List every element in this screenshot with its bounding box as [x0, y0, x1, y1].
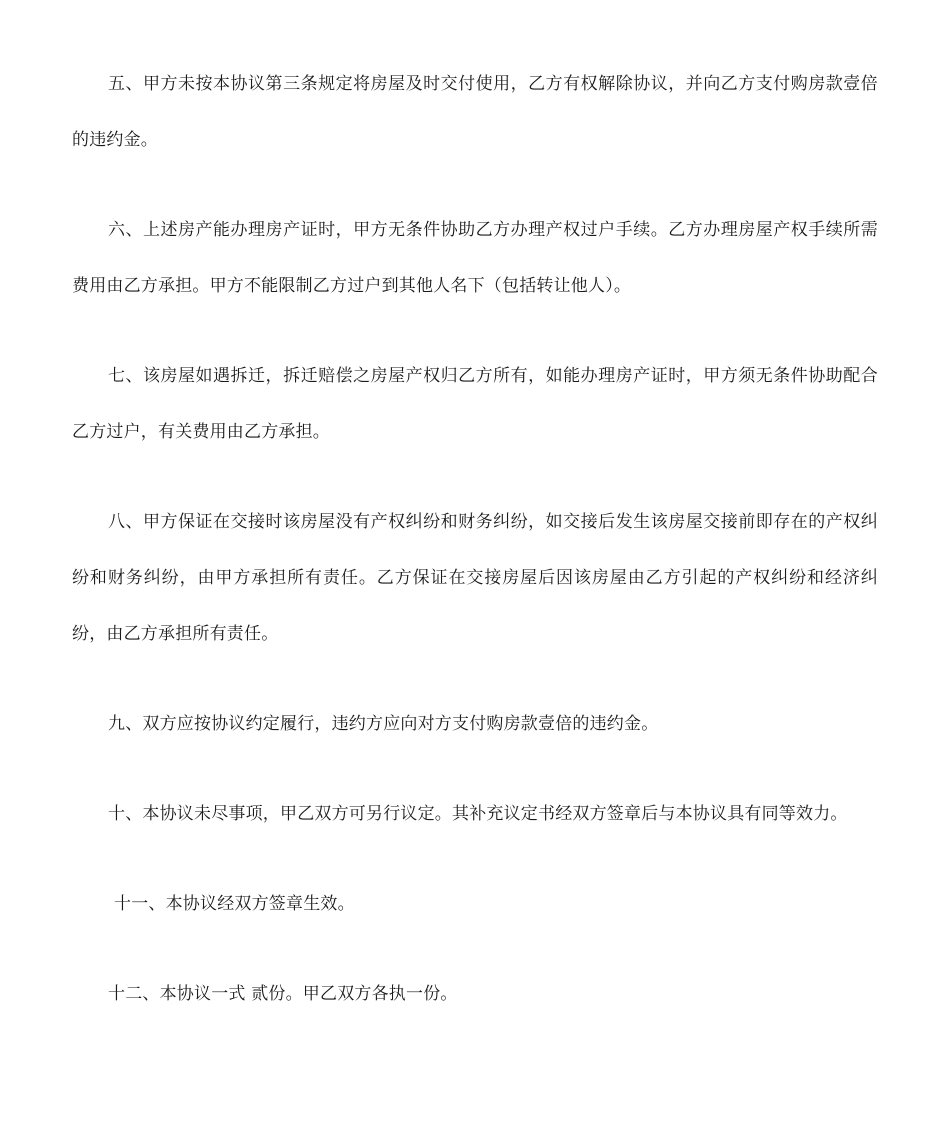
clause-10: 十、本协议未尽事项，甲乙双方可另行议定。其补充议定书经双方签章后与本协议具有同等效力。 [108, 804, 848, 824]
clause-7: 七、该房屋如遇拆迁，拆迁赔偿之房屋产权归乙方所有，如能办理房产证时，甲方须无条件协助配合乙方过户，有关费用由乙方承担。 [72, 366, 878, 442]
clause-5: 五、甲方未按本协议第三条规定将房屋及时交付使用，乙方有权解除协议，并向乙方支付购房款壹倍的违约金。 [72, 74, 878, 150]
clause-6: 六、上述房产能办理房产证时，甲方无条件协助乙方办理产权过户手续。乙方办理房屋产权手续所需费用由乙方承担。甲方不能限制乙方过户到其他人名下（包括转让他人）。 [72, 220, 878, 296]
clause-8: 八、甲方保证在交接时该房屋没有产权纠纷和财务纠纷，如交接后发生该房屋交接前即存在的产权纠纷和财务纠纷，由甲方承担所有责任。乙方保证在交接房屋后因该房屋由乙方引起的产权纠纷和经济纠纷，由乙方承担所有责任。 [72, 512, 878, 644]
document-page [72, 56, 878, 1056]
clause-9: 九、双方应按协议约定履行，违约方应向对方支付购房款壹倍的违约金。 [108, 714, 659, 734]
clause-12: 十二、本协议一式 贰份。甲乙双方各执一份。 [108, 984, 458, 1004]
clause-11: 十一、本协议经双方签章生效。 [114, 894, 355, 914]
